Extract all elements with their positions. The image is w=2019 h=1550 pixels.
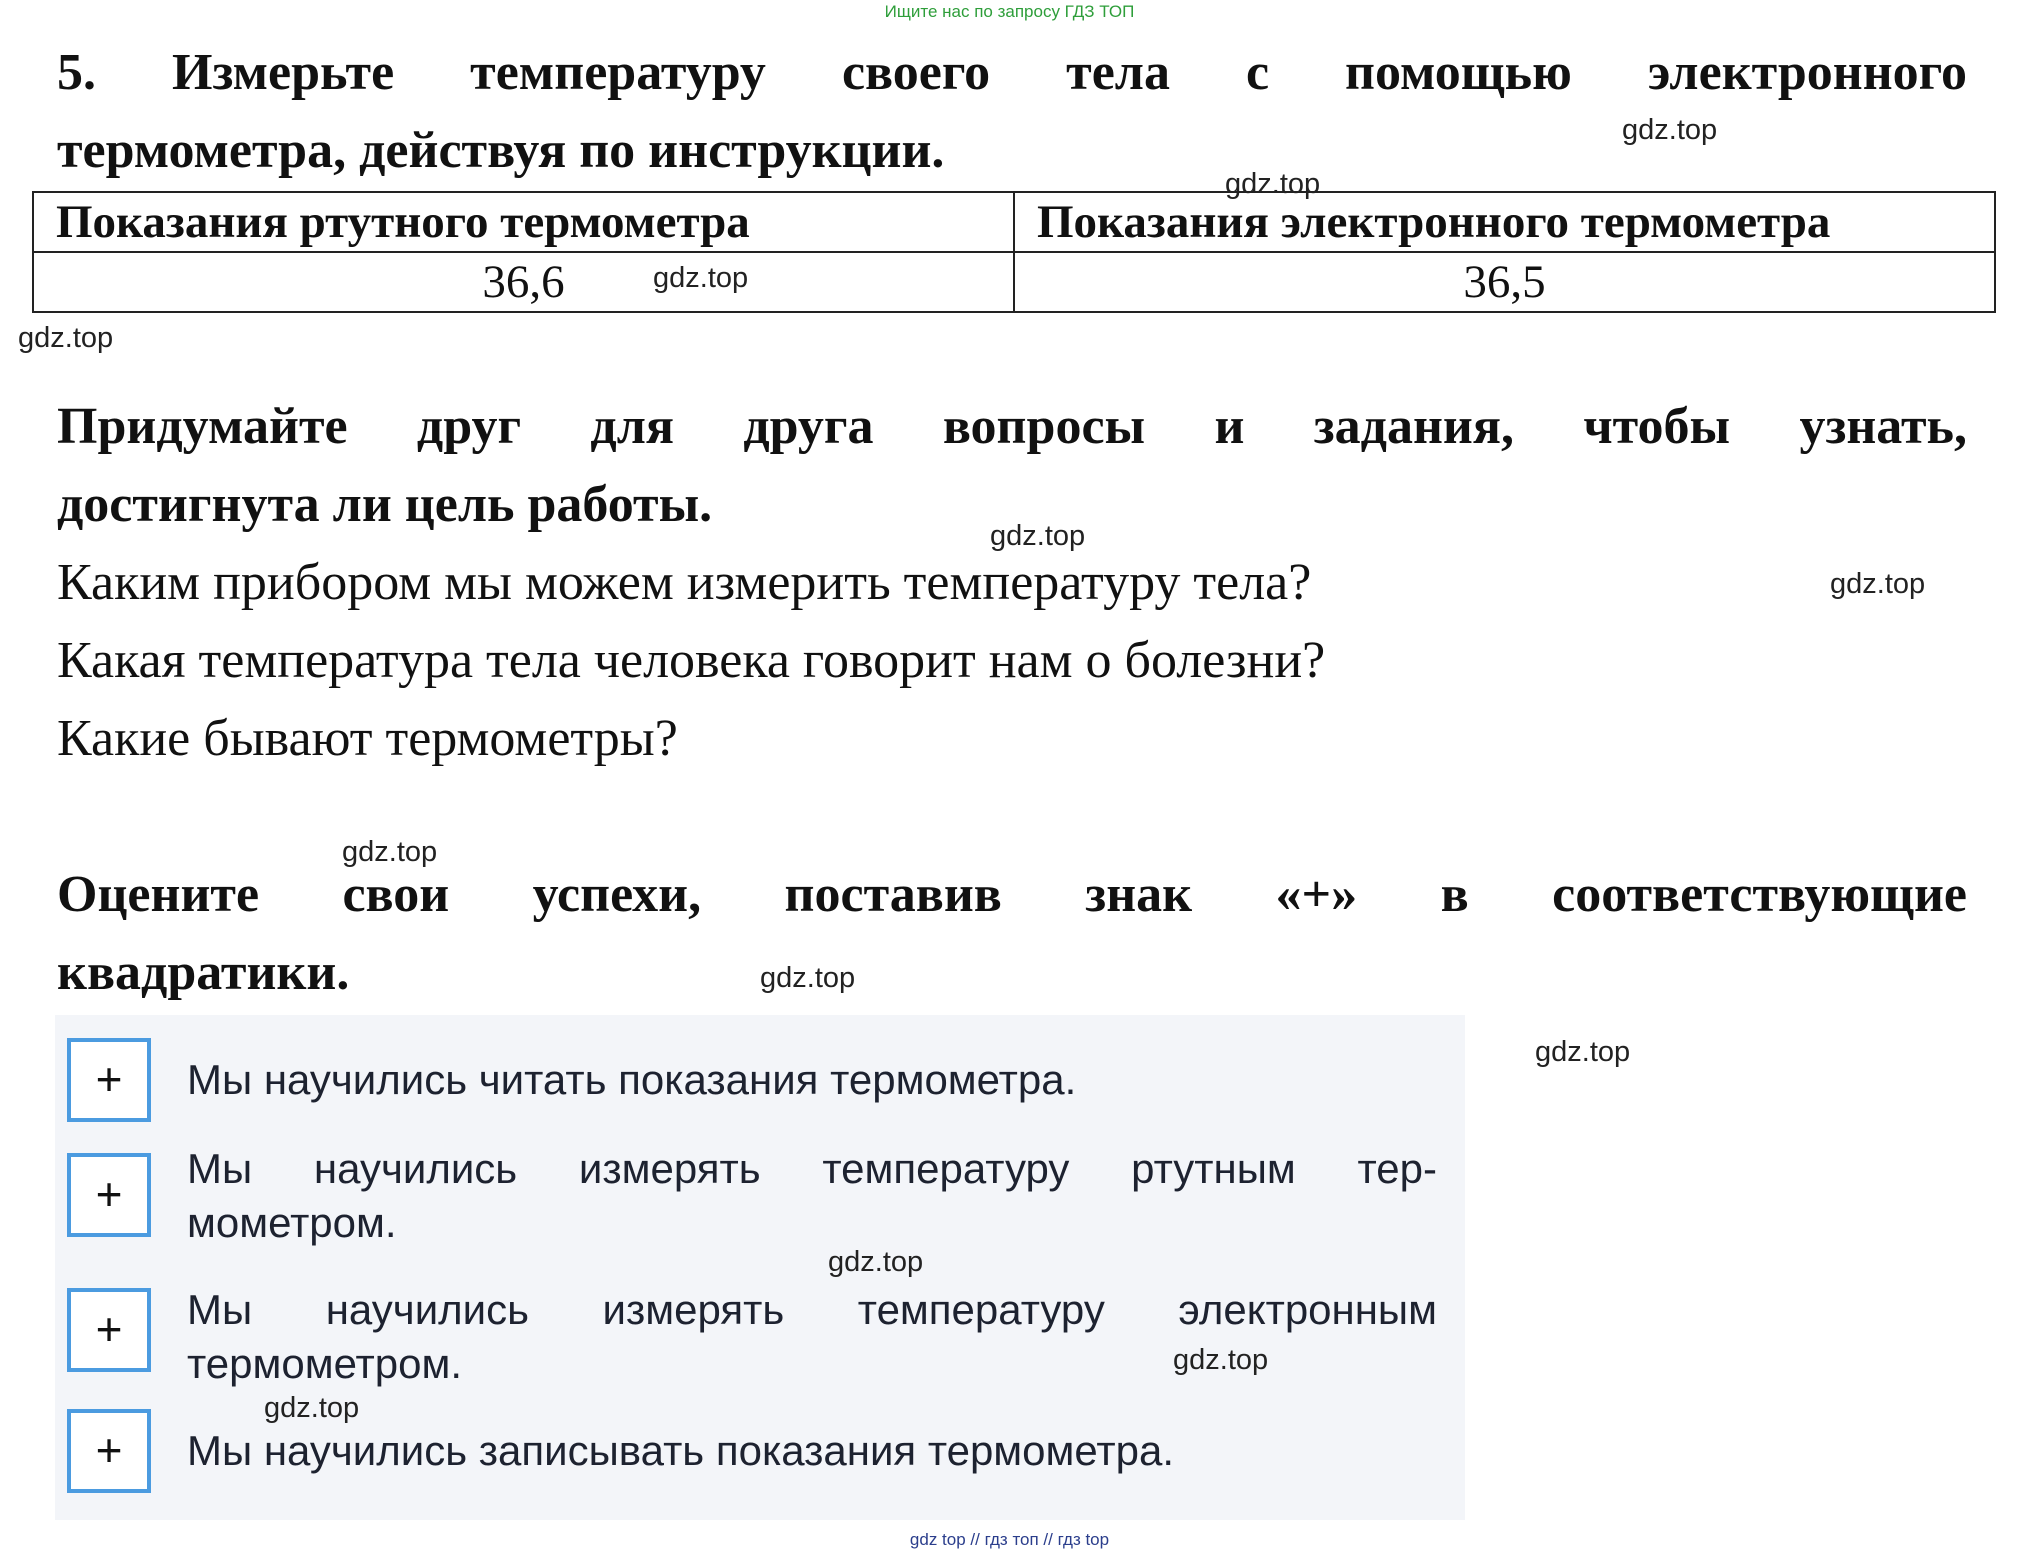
question-1: Каким прибором мы можем измерить температуру тела? — [57, 554, 1312, 611]
checklist-item-4 — [187, 1424, 1437, 1478]
checklist-item-2 — [187, 1142, 1437, 1250]
checklist-item-2-line1: Мы научились измерять температуру ртутным тер- — [187, 1145, 1437, 1192]
watermark: gdz.top — [1622, 114, 1718, 146]
task5-heading-line1: 5. Измерьте температуру своего тела с помощью электронного — [57, 44, 1967, 101]
questions-prompt-line1: Придумайте друг для друга вопросы и задания, чтобы узнать, — [57, 398, 1967, 455]
watermark: gdz.top — [1225, 168, 1321, 200]
checklist-item-2-line2: мометром. — [187, 1199, 397, 1246]
watermark: gdz.top — [1535, 1036, 1631, 1068]
value-electronic: 36,5 — [1014, 252, 1995, 312]
checkbox-2[interactable]: + — [67, 1153, 151, 1237]
readings-table — [32, 191, 1996, 313]
checklist-item-3-line2: термометром. — [187, 1340, 463, 1387]
assess-heading-line2: квадратики. — [57, 944, 350, 1001]
questions-prompt-line2: достигнута ли цель работы. — [57, 476, 713, 533]
header-electronic: Показания электронного термометра — [1014, 192, 1995, 252]
footer-links: gdz top // гдз топ // гдз top — [909, 1530, 1110, 1549]
checkbox-4[interactable]: + — [67, 1409, 151, 1493]
checklist-item-1 — [187, 1053, 1437, 1107]
checklist-item-3-line1: Мы научились измерять температуру электронным — [187, 1286, 1437, 1333]
table-header-row — [33, 192, 1995, 252]
watermark: gdz.top — [653, 262, 749, 294]
checklist-item-1-text: Мы научились читать показания термометра. — [187, 1056, 1077, 1103]
watermark: gdz.top — [1830, 568, 1926, 600]
value-mercury: 36,6 — [33, 252, 1014, 312]
header-mercury: Показания ртутного термометра — [33, 192, 1014, 252]
checklist-item-4-text: Мы научились записывать показания термометра. — [187, 1427, 1174, 1474]
checkbox-3[interactable]: + — [67, 1288, 151, 1372]
watermark: gdz.top — [828, 1246, 924, 1278]
task5-heading-line2: термометра, действуя по инструкции. — [57, 122, 945, 179]
watermark: gdz.top — [1173, 1344, 1269, 1376]
watermark: gdz.top — [264, 1392, 360, 1424]
question-3: Какие бывают термометры? — [57, 710, 678, 767]
table-row — [33, 252, 1995, 312]
watermark: gdz.top — [342, 836, 438, 868]
watermark: gdz.top — [760, 962, 856, 994]
watermark: gdz.top — [18, 322, 114, 354]
assess-heading-line1: Оцените свои успехи, поставив знак «+» в соответствующие — [57, 866, 1967, 923]
checkbox-1[interactable]: + — [67, 1038, 151, 1122]
top-banner: Ищите нас по запросу ГДЗ ТОП — [884, 2, 1135, 21]
question-2: Какая температура тела человека говорит нам о болезни? — [57, 632, 1326, 689]
watermark: gdz.top — [990, 520, 1086, 552]
